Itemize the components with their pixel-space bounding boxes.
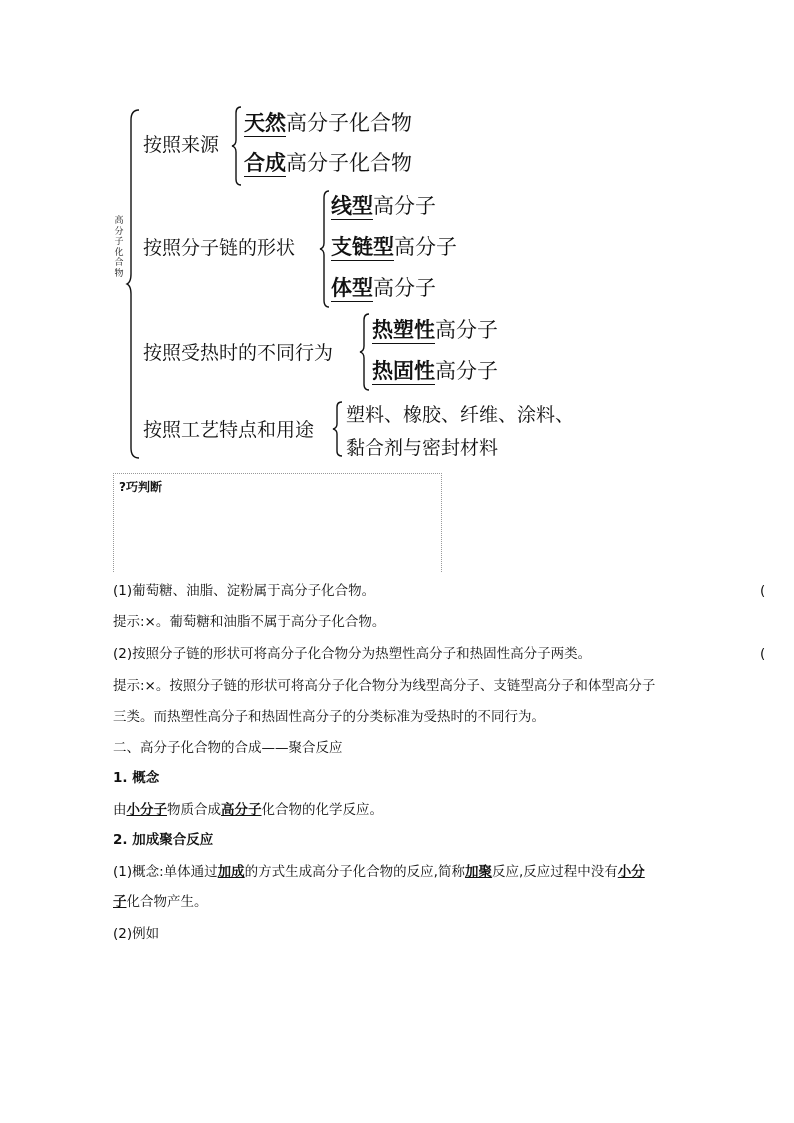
answer-blank: 小分子 — [126, 802, 167, 818]
branch-heat: 按照受热时的不同行为 — [143, 342, 334, 364]
leaf-linear: 线型高分子 — [331, 194, 436, 218]
answer-blank: 线型 — [331, 194, 373, 218]
answer-blank: 合成 — [244, 151, 286, 175]
root-label: 高分子化合物 — [114, 216, 124, 279]
question-2: (2)按照分子链的形状可将高分子化合物分为热塑性高分子和热固性高分子两类。 — [113, 646, 592, 662]
addpoly-text-line2: 子化合物产生。 — [113, 894, 208, 910]
hint-2-line1: 提示:×。按照分子链的形状可将高分子化合物分为线型高分子、支链型高分子和体型高分子 — [113, 678, 656, 694]
question-mark-icon: ? — [119, 480, 126, 494]
source-brace — [232, 106, 242, 186]
branch-source: 按照来源 — [143, 134, 220, 156]
leaf-thermoplastic: 热塑性高分子 — [372, 318, 498, 342]
leaf-use-line2: 黏合剂与密封材料 — [346, 437, 499, 459]
addpoly-heading: 2. 加成聚合反应 — [113, 832, 214, 848]
answer-blank: 高分子 — [221, 802, 262, 818]
answer-blank: 加聚 — [464, 864, 492, 880]
section-title: 二、高分子化合物的合成——聚合反应 — [113, 740, 343, 756]
question-1: (1)葡萄糖、油脂、淀粉属于高分子化合物。 — [113, 583, 376, 599]
leaf-natural: 天然高分子化合物 — [244, 111, 412, 135]
answer-paren-2: ( — [760, 646, 766, 662]
answer-blank: 子 — [113, 894, 127, 910]
concept-heading: 1. 概念 — [113, 770, 160, 786]
judge-box-title: ?巧判断 — [119, 480, 162, 494]
leaf-network: 体型高分子 — [331, 276, 436, 300]
use-brace — [333, 401, 343, 457]
shape-brace — [320, 190, 330, 308]
answer-blank: 天然 — [244, 111, 286, 135]
answer-blank: 热固性 — [372, 359, 435, 383]
judge-box — [113, 473, 442, 572]
branch-use: 按照工艺特点和用途 — [143, 419, 315, 441]
answer-blank: 支链型 — [331, 235, 394, 259]
answer-blank: 小分 — [617, 864, 645, 880]
answer-paren-1: ( — [760, 583, 766, 599]
addpoly-text-line1: (1)概念:单体通过加成的方式生成高分子化合物的反应,简称加聚反应,反应过程中没有小分 — [113, 864, 645, 880]
leaf-use-line1: 塑料、橡胶、纤维、涂料、 — [346, 404, 575, 426]
branch-shape: 按照分子链的形状 — [143, 237, 296, 259]
leaf-branched: 支链型高分子 — [331, 235, 457, 259]
hint-1: 提示:×。葡萄糖和油脂不属于高分子化合物。 — [113, 614, 386, 630]
heat-brace — [360, 313, 370, 391]
leaf-thermoset: 热固性高分子 — [372, 359, 498, 383]
leaf-synthetic: 合成高分子化合物 — [244, 151, 412, 175]
example-label: (2)例如 — [113, 926, 160, 942]
concept-text: 由小分子物质合成高分子化合物的化学反应。 — [113, 802, 383, 818]
answer-blank: 体型 — [331, 276, 373, 300]
answer-blank: 热塑性 — [372, 318, 435, 342]
answer-blank: 加成 — [217, 864, 245, 880]
hint-2-line2: 三类。而热塑性高分子和热固性高分子的分类标准为受热时的不同行为。 — [113, 709, 545, 725]
outer-brace — [127, 108, 141, 460]
